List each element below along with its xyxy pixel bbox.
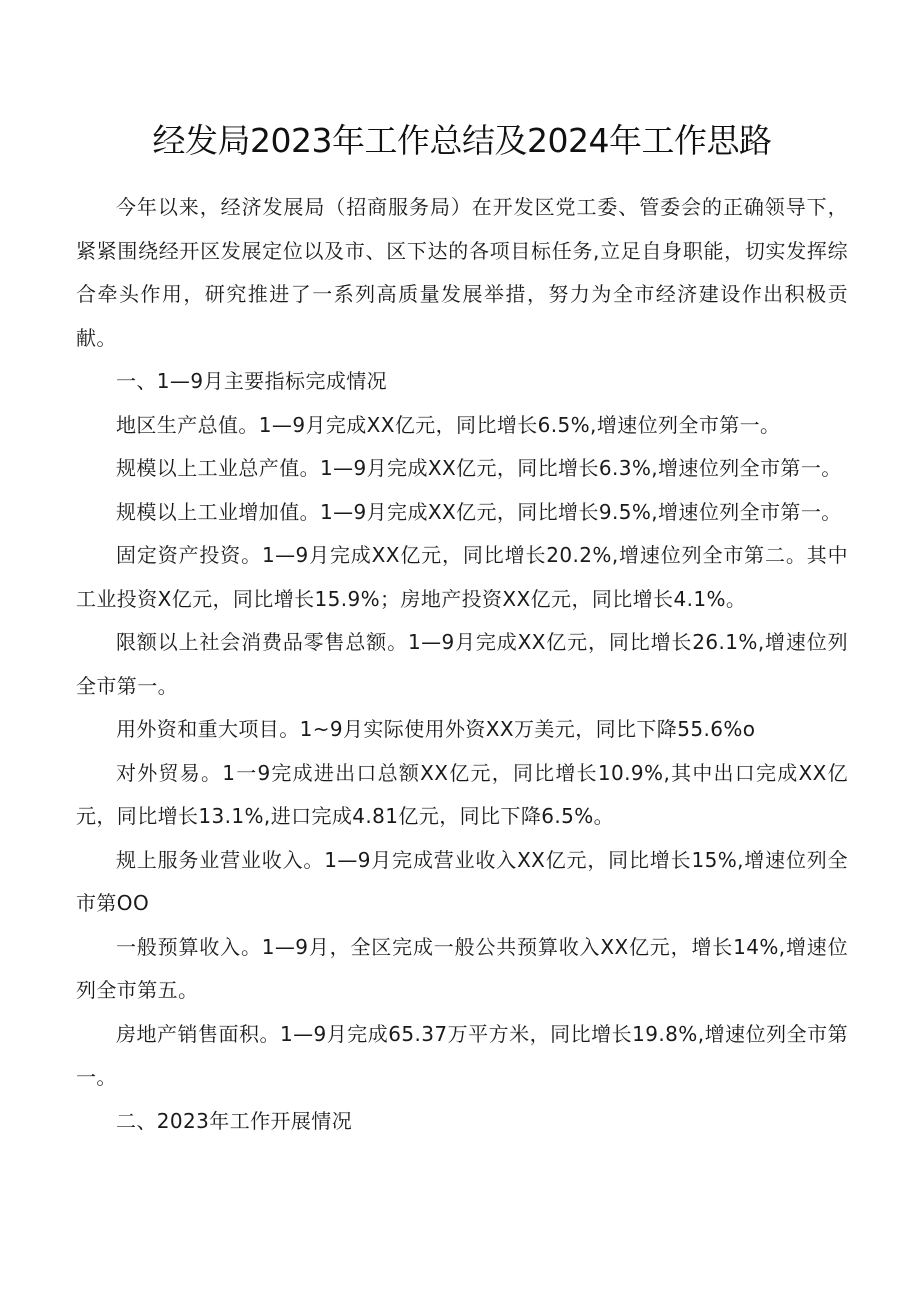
document-title: 经发局2023年工作总结及2024年工作思路 [152, 121, 772, 160]
indicator-industrial-output: 规模以上工业总产值。1—9月完成XX亿元，同比增长6.3%,增速位列全市第一。 [116, 456, 842, 480]
section-heading-2: 二、2023年工作开展情况 [116, 1108, 353, 1133]
intro-paragraph: 今年以来，经济发展局（招商服务局）在开发区党工委、管委会的正确领导下，紧紧围绕经开区发展定位以及市、区下达的各项目标任务,立足自身职能，切实发挥综合牵头作用，研究推进了一系列高质量发展举措，努力为全市经济建设作出积极贡献。 [76, 195, 848, 350]
indicator-gdp: 地区生产总值。1—9月完成XX亿元，同比增长6.5%,增速位列全市第一。 [116, 412, 781, 437]
section-heading-1: 一、1—9月主要指标完成情况 [116, 369, 388, 393]
indicator-foreign-trade: 对外贸易。1一9完成进出口总额XX亿元，同比增长10.9%,其中出口完成XX亿元，同比增长13.1%,进口完成4.81亿元，同比下降6.5%。 [76, 760, 848, 828]
indicator-budget-revenue: 一般预算收入。1—9月，全区完成一般公共预算收入XX亿元，增长14%,增速位列全市第五。 [76, 934, 848, 1002]
indicator-fixed-asset-investment: 固定资产投资。1—9月完成XX亿元，同比增长20.2%,增速位列全市第二。其中工业投资X亿元，同比增长15.9%；房地产投资XX亿元，同比增长4.1%。 [76, 543, 848, 611]
indicator-industrial-added-value: 规模以上工业增加值。1—9月完成XX亿元，同比增长9.5%,增速位列全市第一。 [116, 499, 842, 524]
indicator-foreign-investment: 用外资和重大项目。1~9月实际使用外资XX万美元，同比下降55.6%o [116, 717, 756, 741]
indicator-service-revenue: 规上服务业营业收入。1—9月完成营业收入XX亿元，同比增长15%,增速位列全市第OO [76, 847, 848, 915]
indicator-retail-sales: 限额以上社会消费品零售总额。1—9月完成XX亿元，同比增长26.1%,增速位列全市第一。 [76, 630, 848, 698]
document-body [76, 186, 848, 1143]
indicator-real-estate-sales: 房地产销售面积。1—9月完成65.37万平方米，同比增长19.8%,增速位列全市第一。 [76, 1021, 848, 1089]
